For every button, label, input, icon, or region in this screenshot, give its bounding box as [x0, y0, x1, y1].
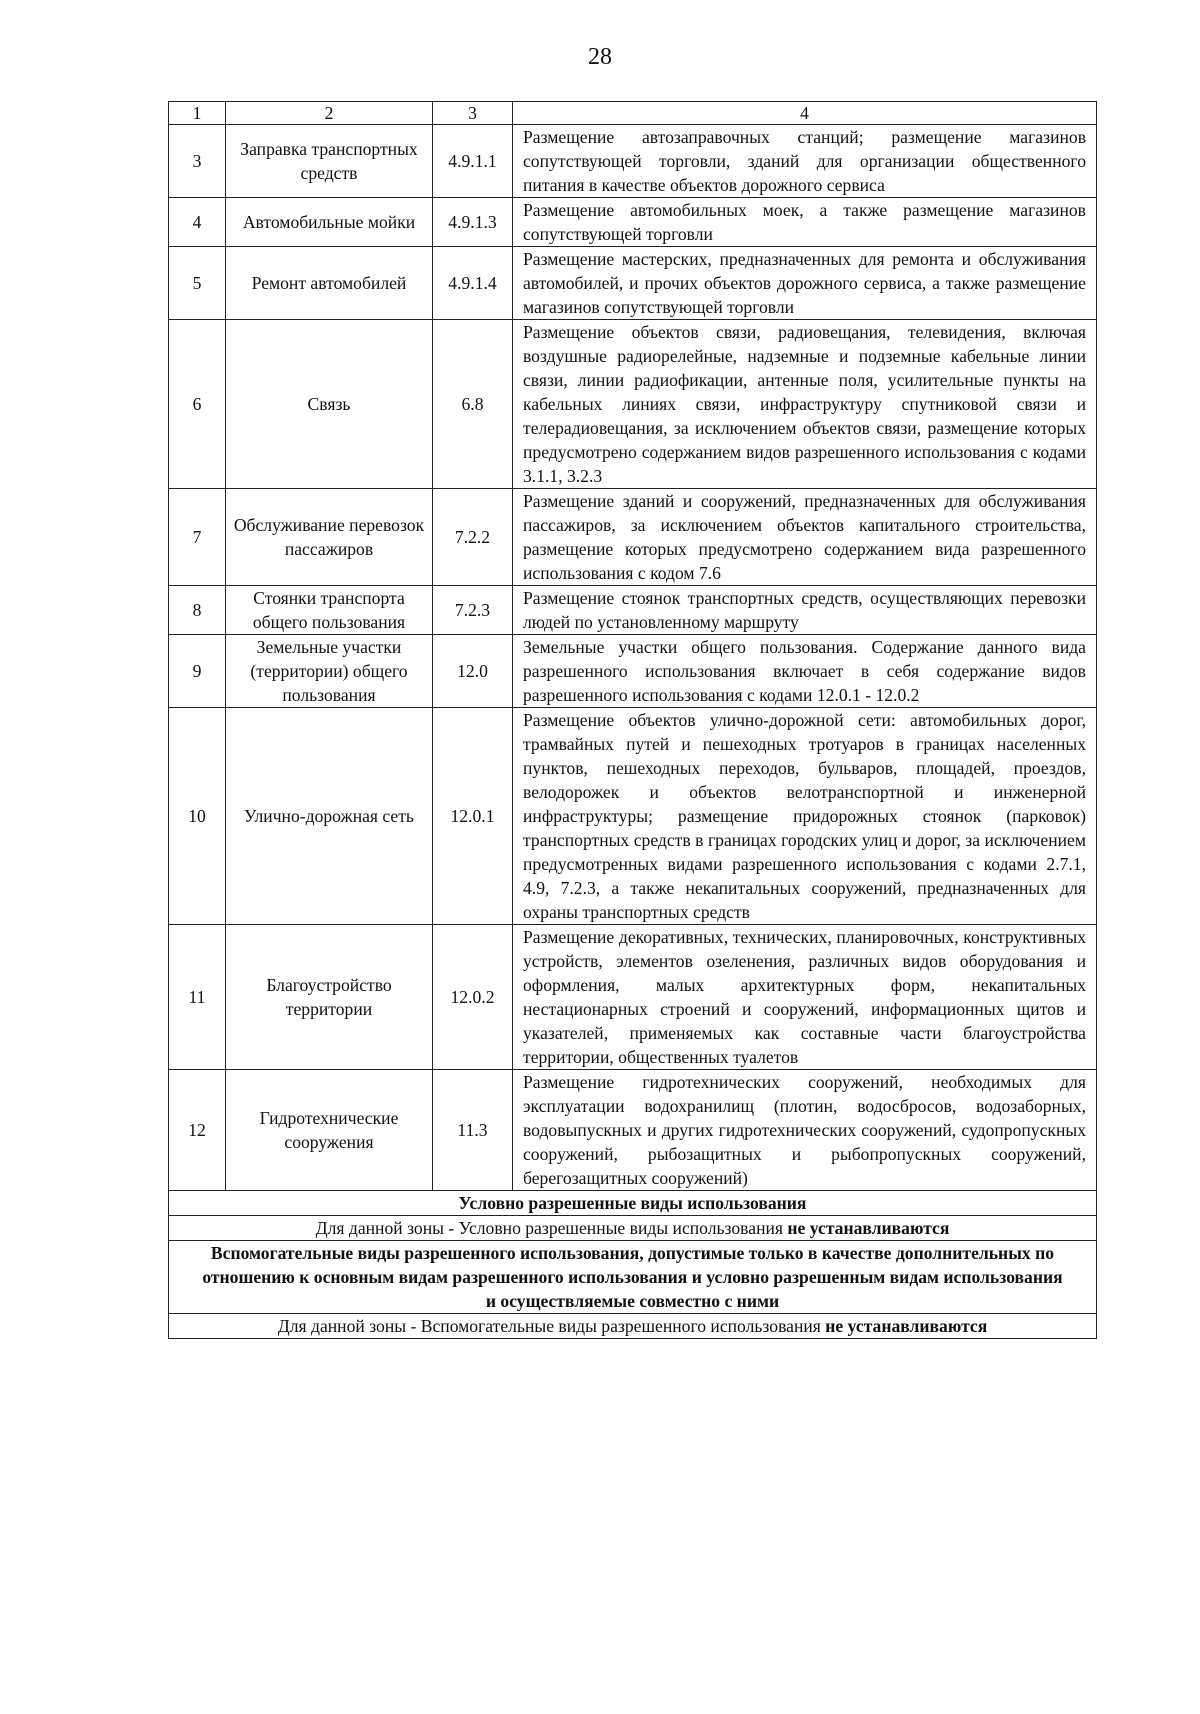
auxiliary-note-row — [169, 1314, 1097, 1339]
use-code: 12.0.1 — [433, 708, 513, 925]
use-code: 4.9.1.3 — [433, 198, 513, 247]
use-name: Улично-дорожная сеть — [226, 708, 433, 925]
auxiliary-uses-heading: Вспомогательные виды разрешенного использования, допустимые только в качестве дополнительных по отношению к основным видам разрешенного использования и условно разрешенным видам использования и осуществляемые совместно с ними — [169, 1241, 1097, 1314]
auxiliary-uses-note — [169, 1314, 1097, 1339]
use-code: 6.8 — [433, 320, 513, 489]
table-row — [169, 635, 1097, 708]
use-code: 7.2.3 — [433, 586, 513, 635]
row-number: 6 — [169, 320, 226, 489]
use-code: 4.9.1.1 — [433, 125, 513, 198]
table-row — [169, 1070, 1097, 1191]
table-row — [169, 925, 1097, 1070]
use-description: Размещение автозаправочных станций; размещение магазинов сопутствующей торговли, зданий для организации общественного питания в качестве объектов дорожного сервиса — [513, 125, 1097, 198]
row-number: 3 — [169, 125, 226, 198]
use-description: Размещение зданий и сооружений, предназначенных для обслуживания пассажиров, за исключением объектов капитального строительства, размещение которых предусмотрено содержанием вида разрешенного использования с кодом 7.6 — [513, 489, 1097, 586]
auxiliary-heading-row — [169, 1241, 1097, 1314]
header-cell-3: 3 — [433, 102, 513, 125]
row-number: 7 — [169, 489, 226, 586]
table-row — [169, 198, 1097, 247]
table-row — [169, 247, 1097, 320]
use-code: 12.0 — [433, 635, 513, 708]
use-name: Связь — [226, 320, 433, 489]
row-number: 12 — [169, 1070, 226, 1191]
use-name: Благоустройство территории — [226, 925, 433, 1070]
table-row — [169, 489, 1097, 586]
use-name: Земельные участки (территории) общего пользования — [226, 635, 433, 708]
row-number: 8 — [169, 586, 226, 635]
row-number: 10 — [169, 708, 226, 925]
use-name: Ремонт автомобилей — [226, 247, 433, 320]
auxiliary-note-bold: не устанавливаются — [825, 1316, 988, 1336]
table-row — [169, 320, 1097, 489]
use-name: Стоянки транспорта общего пользования — [226, 586, 433, 635]
use-description: Размещение объектов связи, радиовещания, телевидения, включая воздушные радиорелейные, надземные и подземные кабельные линии связи, линии радиофикации, антенные поля, усилительные пункты на кабельных линиях связи, инфраструктуру спутниковой связи и телерадиовещания, за исключением объектов связи, размещение которых предусмотрено содержанием видов разрешенного использования с кодами 3.1.1, 3.2.3 — [513, 320, 1097, 489]
use-description: Размещение автомобильных моек, а также размещение магазинов сопутствующей торговли — [513, 198, 1097, 247]
header-cell-1: 1 — [169, 102, 226, 125]
table-row — [169, 708, 1097, 925]
use-code: 4.9.1.4 — [433, 247, 513, 320]
use-code: 7.2.2 — [433, 489, 513, 586]
conditional-uses-heading: Условно разрешенные виды использования — [169, 1191, 1097, 1216]
use-description: Земельные участки общего пользования. Содержание данного вида разрешенного использования включает в себя содержание видов разрешенного использования с кодами 12.0.1 - 12.0.2 — [513, 635, 1097, 708]
conditional-note-bold: не устанавливаются — [787, 1218, 950, 1238]
use-description: Размещение стоянок транспортных средств, осуществляющих перевозки людей по установленному маршруту — [513, 586, 1097, 635]
row-number: 9 — [169, 635, 226, 708]
use-description: Размещение мастерских, предназначенных для ремонта и обслуживания автомобилей, и прочих объектов дорожного сервиса, а также размещение магазинов сопутствующей торговли — [513, 247, 1097, 320]
conditional-note-row — [169, 1216, 1097, 1241]
header-cell-4: 4 — [513, 102, 1097, 125]
conditional-heading-row — [169, 1191, 1097, 1216]
use-code: 12.0.2 — [433, 925, 513, 1070]
table-header-row — [169, 102, 1097, 125]
row-number: 5 — [169, 247, 226, 320]
use-description: Размещение декоративных, технических, планировочных, конструктивных устройств, элементов озеленения, различных видов оборудования и оформления, малых архитектурных форм, некапитальных нестационарных строений и сооружений, информационных щитов и указателей, применяемых как составные части благоустройства территории, общественных туалетов — [513, 925, 1097, 1070]
row-number: 11 — [169, 925, 226, 1070]
use-description: Размещение гидротехнических сооружений, необходимых для эксплуатации водохранилищ (плотин, водосбросов, водозаборных, водовыпускных и других гидротехнических сооружений, судопропускных сооружений, рыбозащитных и рыбопропускных сооружений, берегозащитных сооружений) — [513, 1070, 1097, 1191]
table-row — [169, 125, 1097, 198]
page-number: 28 — [588, 44, 612, 70]
use-name: Гидротехнические сооружения — [226, 1070, 433, 1191]
table-row — [169, 586, 1097, 635]
auxiliary-note-text: Для данной зоны - Вспомогательные виды разрешенного использования — [277, 1316, 826, 1336]
use-name: Обслуживание перевозок пассажиров — [226, 489, 433, 586]
conditional-note-text: Для данной зоны - Условно разрешенные виды использования — [315, 1218, 788, 1238]
land-use-table — [168, 101, 1097, 1339]
use-name: Автомобильные мойки — [226, 198, 433, 247]
header-cell-2: 2 — [226, 102, 433, 125]
conditional-uses-note — [169, 1216, 1097, 1241]
row-number: 4 — [169, 198, 226, 247]
use-description: Размещение объектов улично-дорожной сети: автомобильных дорог, трамвайных путей и пешеходных тротуаров в границах населенных пунктов, пешеходных переходов, бульваров, площадей, проездов, велодорожек и объектов велотранспортной и инженерной инфраструктуры; размещение придорожных стоянок (парковок) транспортных средств в границах городских улиц и дорог, за исключением предусмотренных видами разрешенного использования с кодами 2.7.1, 4.9, 7.2.3, а также некапитальных сооружений, предназначенных для охраны транспортных средств — [513, 708, 1097, 925]
use-code: 11.3 — [433, 1070, 513, 1191]
use-name: Заправка транспортных средств — [226, 125, 433, 198]
